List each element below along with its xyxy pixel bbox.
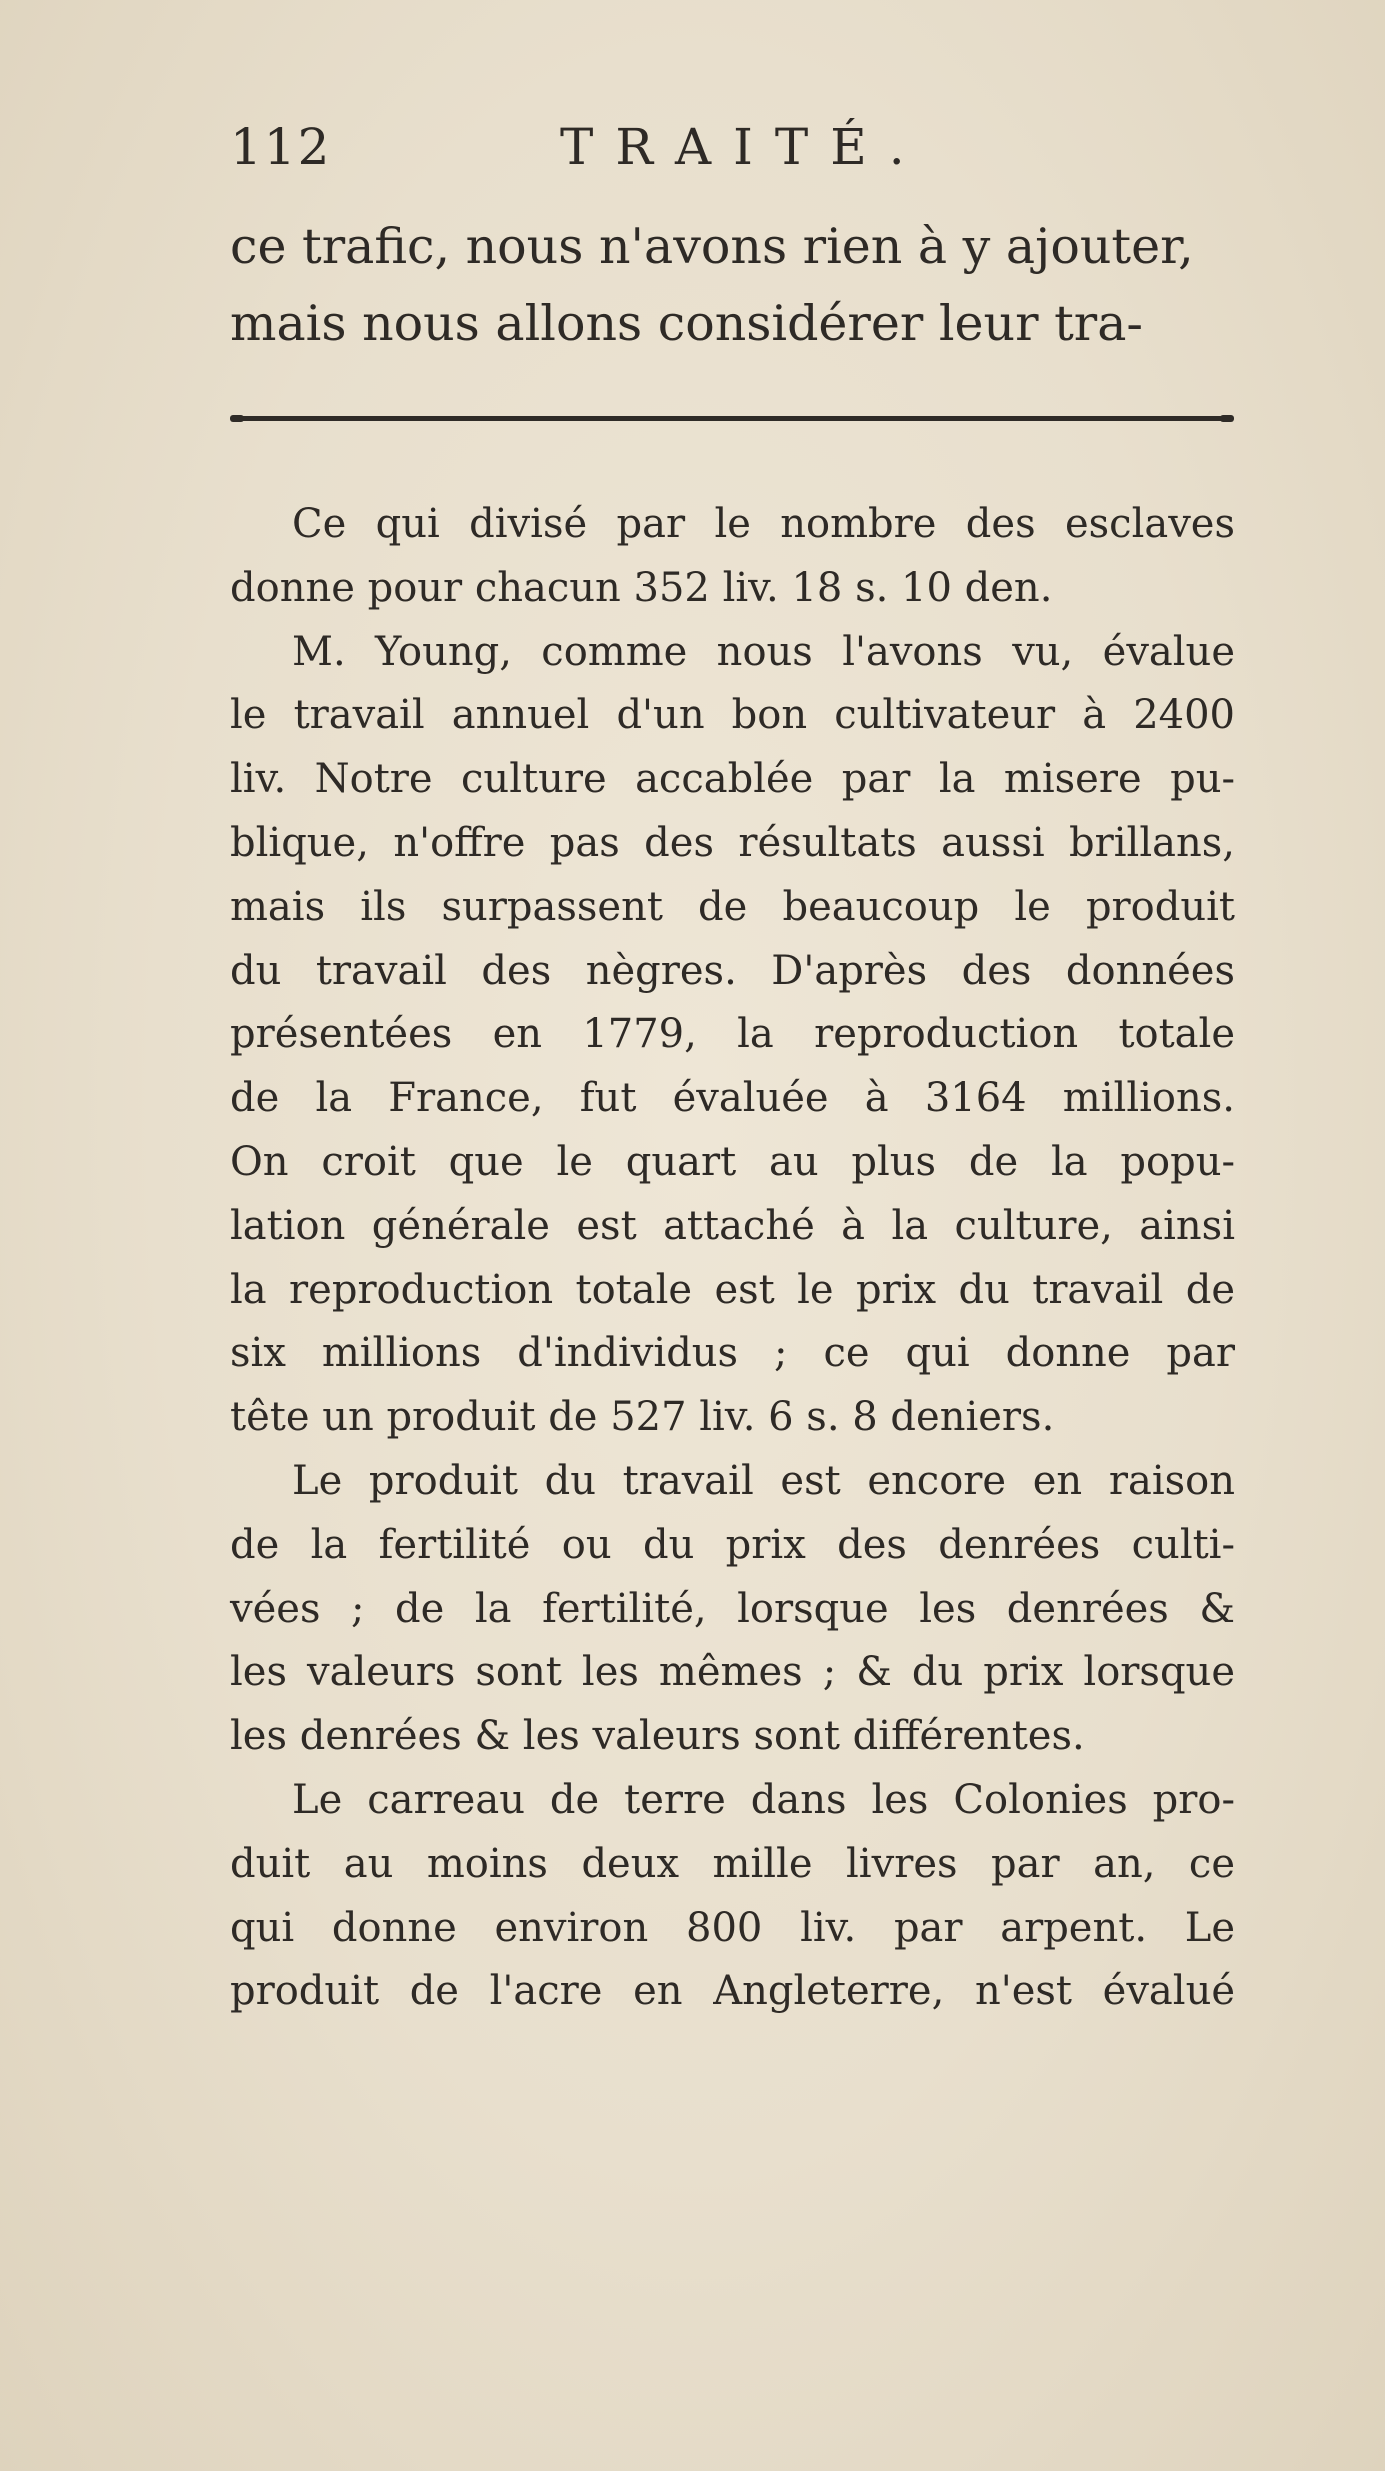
text-line: six millions d'individus ; ce qui donne par [230,1330,1235,1377]
text-line: le travail annuel d'un bon cultivateur à 2400 [230,692,1235,739]
body-text [230,493,1235,2024]
section-divider [232,416,1232,421]
text-line: tête un produit de 527 liv. 6 s. 8 deniers. [230,1394,1055,1441]
text-line: Le produit du travail est encore en raison [292,1457,1235,1504]
text-line: qui donne environ 800 liv. par arpent. Le [230,1904,1235,1951]
text-line: produit de l'acre en Angleterre, n'est évalué [230,1968,1235,2015]
text-line: mais ils surpassent de beaucoup le produit [230,883,1235,930]
page-header [230,118,1230,188]
text-line: blique, n'offre pas des résultats aussi brillans, [230,819,1235,866]
text-line: de la France, fut évaluée à 3164 millions. [230,1075,1235,1122]
text-line: de la fertilité ou du prix des denrées culti- [230,1521,1235,1568]
text-line: liv. Notre culture accablée par la misere pu- [230,756,1235,803]
text-line: les denrées & les valeurs sont différentes. [230,1713,1085,1760]
page-number: 112 [230,118,332,176]
text-line: lation générale est attaché à la culture, ainsi [230,1202,1235,1249]
text-line: duit au moins deux mille livres par an, ce [230,1840,1235,1887]
continued-text [230,208,1240,362]
text-line: On croit que le quart au plus de la popu- [230,1138,1235,1185]
text-line: les valeurs sont les mêmes ; & du prix lorsque [230,1649,1235,1696]
text-line: M. Young, comme nous l'avons vu, évalue [292,628,1235,675]
text-line: du travail des nègres. D'après des données [230,947,1235,994]
text-line: vées ; de la fertilité, lorsque les denrées & [230,1585,1235,1632]
text-line: la reproduction totale est le prix du travail de [230,1266,1235,1313]
text-line: présentées en 1779, la reproduction totale [230,1011,1235,1058]
running-title: TRAITÉ. [560,118,927,176]
text-line: ce trafic, nous n'avons rien à y ajouter, [230,218,1194,275]
text-line: Ce qui divisé par le nombre des esclaves [292,501,1235,547]
text-line: mais nous allons considérer leur tra- [230,295,1143,352]
text-line: donne pour chacun 352 liv. 18 s. 10 den. [230,564,1053,611]
text-line: Le carreau de terre dans les Colonies pro- [292,1776,1235,1823]
